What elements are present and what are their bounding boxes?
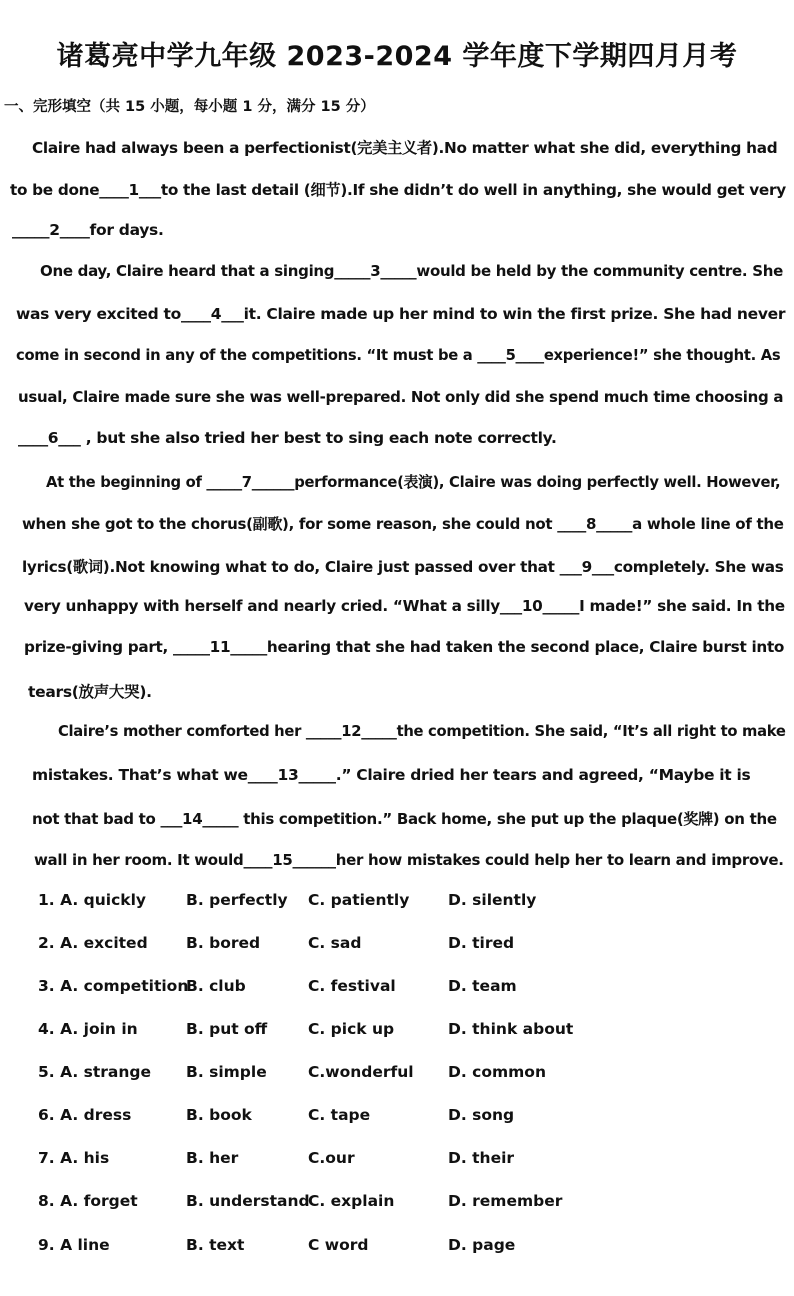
- option-c: C. tape: [308, 1106, 371, 1124]
- passage-line: to be done____1___to the last detail (细节).If she didn’t do well in anything, she would get very: [10, 181, 786, 199]
- passage-line: _____2____for days.: [12, 221, 164, 239]
- passage-line: prize-giving part, _____11_____hearing that she had taken the second place, Claire burst into: [24, 638, 785, 656]
- option-d: D. tired: [448, 934, 515, 952]
- passage-line: Claire’s mother comforted her _____12_____the competition. She said, “It’s all right to make: [58, 723, 786, 740]
- option-d: D. song: [448, 1106, 515, 1124]
- option-c: C. explain: [308, 1192, 395, 1210]
- option-row: [0, 934, 794, 958]
- option-row: [0, 1149, 794, 1173]
- option-a: 4. A. join in: [38, 1020, 138, 1038]
- option-d: D. remember: [448, 1192, 563, 1210]
- option-b: B. simple: [186, 1063, 267, 1081]
- option-b: B. understand: [186, 1192, 310, 1210]
- option-a: 7. A. his: [38, 1149, 110, 1167]
- option-c: C. patiently: [308, 891, 410, 909]
- section-heading: 一、完形填空（共 15 小题，每小题 1 分，满分 15 分）: [4, 99, 375, 115]
- option-a: 8. A. forget: [38, 1192, 138, 1210]
- option-b: B. club: [186, 977, 246, 995]
- option-c: C.our: [308, 1149, 355, 1167]
- option-row: [0, 977, 794, 1001]
- option-b: B. book: [186, 1106, 252, 1124]
- option-d: D. their: [448, 1149, 515, 1167]
- option-a: 9. A line: [38, 1236, 110, 1254]
- option-b: B. perfectly: [186, 891, 288, 909]
- option-a: 3. A. competition: [38, 977, 189, 995]
- passage-line: usual, Claire made sure she was well-prepared. Not only did she spend much time choosing a: [18, 388, 784, 406]
- option-row: [0, 1192, 794, 1216]
- passage-line: mistakes. That’s what we____13_____.” Claire dried her tears and agreed, “Maybe it is: [32, 766, 751, 784]
- option-a: 1. A. quickly: [38, 891, 146, 909]
- option-row: [0, 1106, 794, 1130]
- passage-line: At the beginning of _____7______performance(表演), Claire was doing perfectly well. However,: [46, 474, 781, 491]
- option-c: C. sad: [308, 934, 362, 952]
- option-a: 6. A. dress: [38, 1106, 132, 1124]
- passage-line: tears(放声大哭).: [28, 683, 152, 701]
- option-d: D. page: [448, 1236, 516, 1254]
- option-c: C word: [308, 1236, 369, 1254]
- passage-line: very unhappy with herself and nearly cried. “What a silly___10_____I made!” she said. In the: [24, 597, 785, 615]
- passage-line: ____6___ , but she also tried her best to sing each note correctly.: [18, 429, 557, 447]
- option-c: C. pick up: [308, 1020, 395, 1038]
- option-d: D. common: [448, 1063, 546, 1081]
- page-title: 诸葛亮中学九年级 2023-2024 学年度下学期四月月考: [56, 41, 738, 72]
- option-b: B. bored: [186, 934, 261, 952]
- option-row: [0, 891, 794, 915]
- option-a: 5. A. strange: [38, 1063, 152, 1081]
- passage-line: Claire had always been a perfectionist(完美主义者).No matter what she did, everything had: [32, 139, 778, 157]
- option-a: 2. A. excited: [38, 934, 148, 952]
- option-b: B. put off: [186, 1020, 268, 1038]
- passage-line: wall in her room. It would____15______her how mistakes could help her to learn and improve.: [34, 851, 784, 869]
- passage-line: was very excited to____4___it. Claire made up her mind to win the first prize. She had never: [16, 305, 786, 323]
- passage-line: when she got to the chorus(副歌), for some reason, she could not ____8_____a whole line of the: [22, 515, 784, 533]
- option-d: D. think about: [448, 1020, 574, 1038]
- passage-line: come in second in any of the competitions. “It must be a ____5____experience!” she thought. As: [16, 347, 781, 364]
- passage-line: One day, Claire heard that a singing_____3_____would be held by the community centre. She: [40, 262, 783, 280]
- option-row: [0, 1236, 794, 1260]
- option-b: B. her: [186, 1149, 239, 1167]
- option-row: [0, 1063, 794, 1087]
- option-d: D. silently: [448, 891, 537, 909]
- passage-line: lyrics(歌词).Not knowing what to do, Claire just passed over that ___9___completely. She was: [22, 558, 784, 576]
- option-b: B. text: [186, 1236, 245, 1254]
- passage-line: not that bad to ___14_____ this competition.” Back home, she put up the plaque(奖牌) on the: [32, 810, 777, 828]
- option-row: [0, 1020, 794, 1044]
- option-c: C. festival: [308, 977, 396, 995]
- option-d: D. team: [448, 977, 517, 995]
- option-c: C.wonderful: [308, 1063, 414, 1081]
